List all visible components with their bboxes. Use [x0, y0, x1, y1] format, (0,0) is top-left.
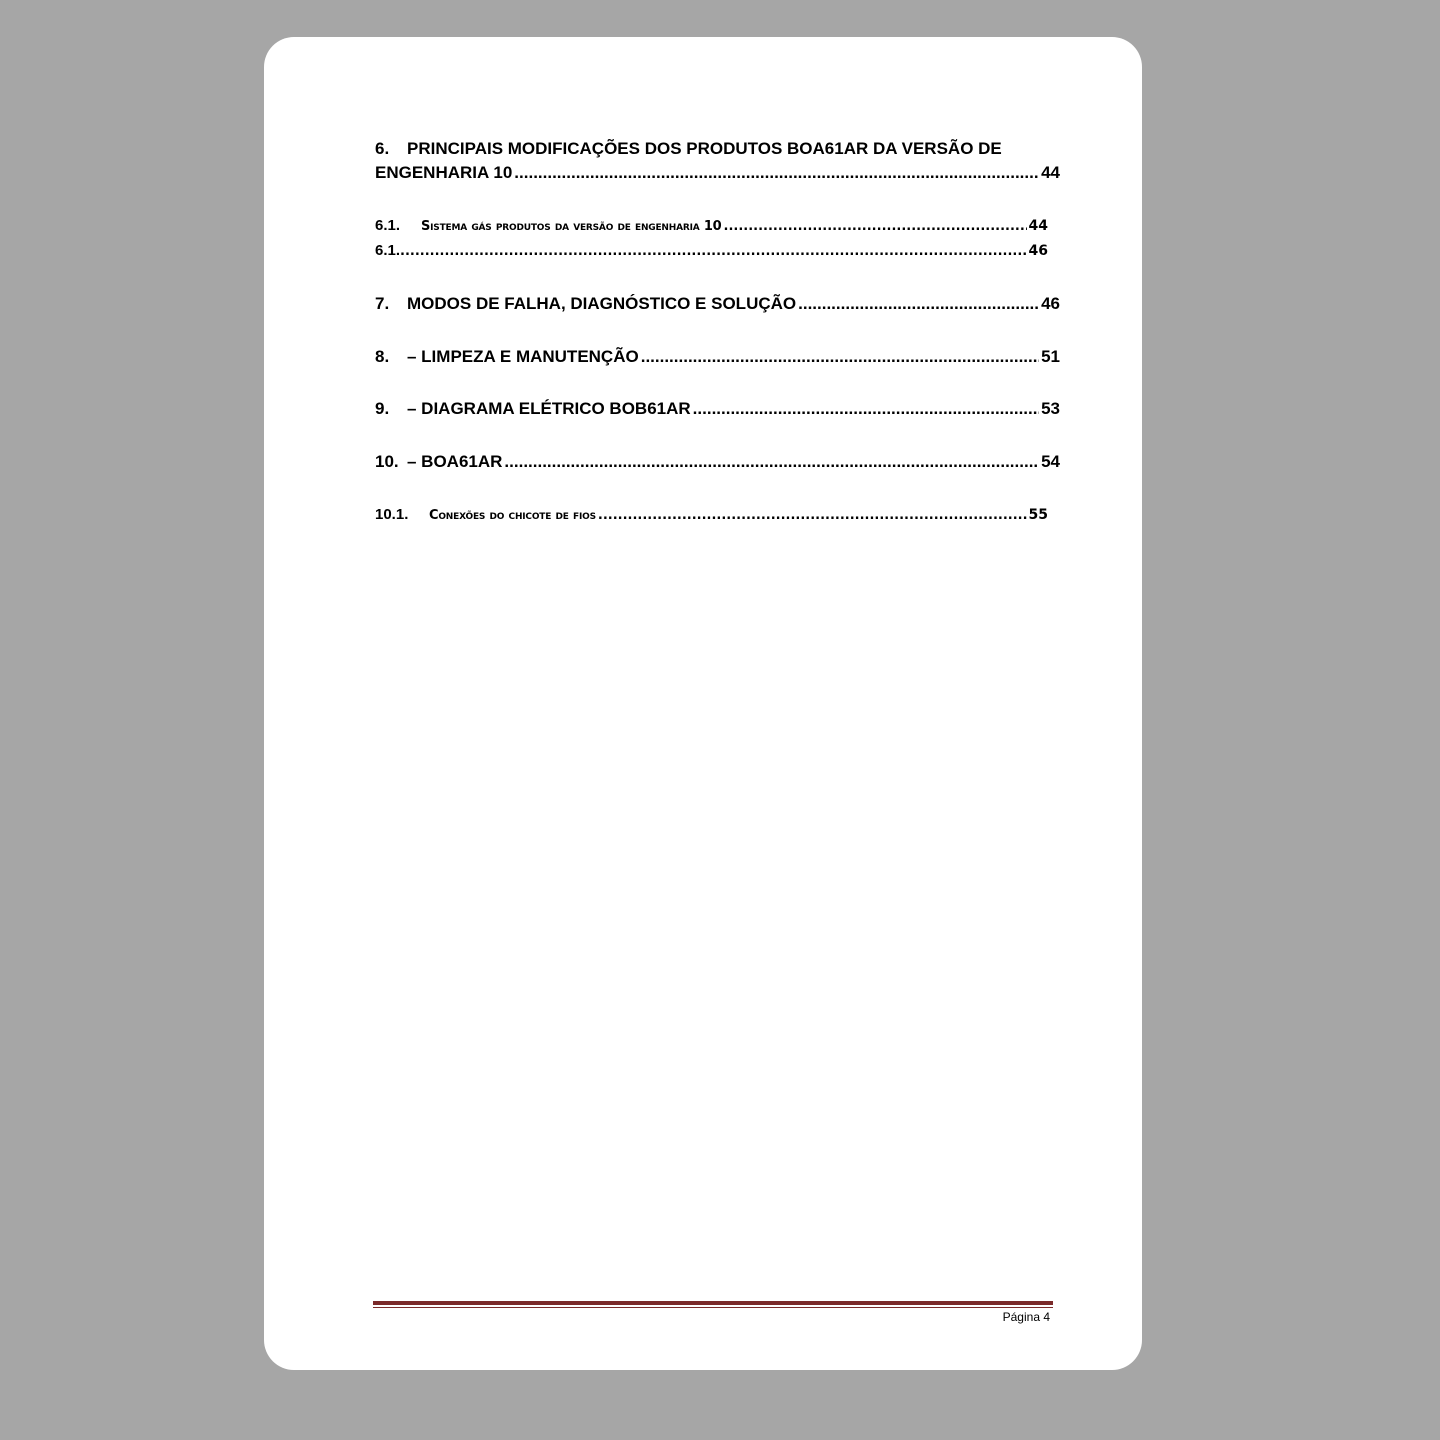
toc-entry-number: 6. [375, 139, 390, 158]
toc-entry-6-line1 [375, 137, 1060, 161]
toc-page-number: 44 [1041, 163, 1060, 182]
toc-page-number: 53 [1041, 399, 1060, 418]
toc-entry-7[interactable] [375, 292, 1060, 316]
toc-entry-6-1[interactable] [375, 214, 1048, 239]
dot-leader [724, 215, 1027, 239]
toc-entry-8[interactable] [375, 345, 1060, 369]
toc-entry-title-continued: ENGENHARIA 10 [375, 163, 513, 182]
toc-page-number: 46 [1041, 294, 1060, 313]
toc-entry-title: – LIMPEZA E MANUTENÇÃO [407, 347, 639, 366]
toc-entry-6-1-second[interactable] [375, 239, 1048, 264]
toc-entry-title: PRINCIPAIS MODIFICAÇÕES DOS PRODUTOS BOA61AR DA VERSÃO DE [407, 139, 1002, 158]
toc-entry-title: Sistema gás produtos da versão de engenharia 10 [421, 219, 722, 234]
dot-leader [798, 292, 1039, 316]
toc-entry-title: – DIAGRAMA ELÉTRICO BOB61AR [407, 399, 691, 418]
toc-entry-9[interactable] [375, 397, 1060, 421]
toc-entry-10[interactable] [375, 450, 1060, 474]
toc-entry-title: MODOS DE FALHA, DIAGNÓSTICO E SOLUÇÃO [407, 294, 797, 313]
toc-entry-number: 6.1. [375, 217, 401, 234]
toc-entry-number: 9. [375, 399, 390, 418]
page-number-footer: Página 4 [1002, 1310, 1050, 1324]
dot-leader [598, 504, 1027, 528]
toc-page-number: 44 [1028, 218, 1048, 234]
dot-leader [504, 450, 1039, 474]
dot-leader [400, 240, 1026, 264]
footer-divider [373, 1301, 1053, 1305]
toc-entry-6-line2 [375, 161, 1060, 185]
toc-entry-title: Conexões do chicote de fios [429, 508, 596, 523]
dot-leader [514, 161, 1039, 185]
toc-entry-6[interactable] [375, 137, 1060, 185]
dot-leader [641, 345, 1039, 369]
dot-leader [693, 397, 1039, 421]
toc-page-number: 54 [1041, 452, 1060, 471]
toc-page-number: 55 [1028, 507, 1048, 523]
toc-entry-number: 7. [375, 294, 390, 313]
document-page [264, 37, 1142, 1370]
toc-page-number: 46 [1028, 243, 1048, 259]
toc-entry-number: 10.1. [375, 506, 409, 523]
toc-entry-number: 8. [375, 347, 390, 366]
toc-entry-title: – BOA61AR [407, 452, 503, 471]
footer-divider-thin [373, 1307, 1053, 1308]
toc-entry-number: 10. [375, 452, 399, 471]
toc-entry-10-1[interactable] [375, 503, 1048, 528]
toc-entry-number: 6.1. [375, 242, 401, 259]
toc-page-number: 51 [1041, 347, 1060, 366]
